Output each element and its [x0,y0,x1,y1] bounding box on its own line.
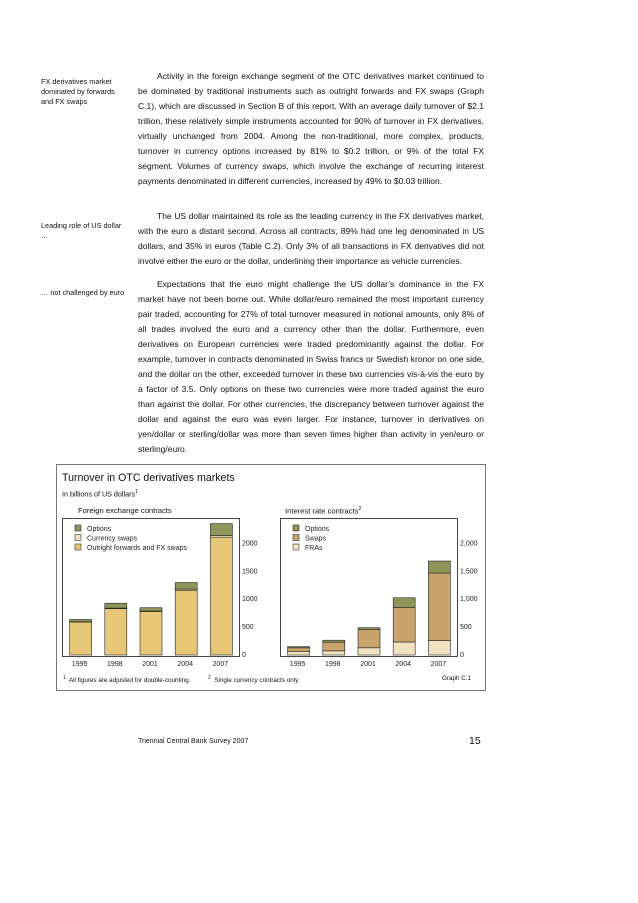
y-tick-1-4: 2,000 [460,540,478,548]
fx-contracts-chart [63,519,239,656]
page-number: 15 [469,735,481,747]
bar-1-2007-2 [428,561,450,573]
margin-note-us-dollar: Leading role of US dollar … [41,221,122,241]
x-tick-0-1995: 1995 [71,661,88,668]
footer-title: Triennial Central Bank Survey 2007 [138,738,249,745]
legend-label-1-0: Options [305,526,330,533]
x-tick-1-2007: 2007 [430,661,447,668]
graph-subtitle: In billions of US dollars$^1$ [62,489,138,499]
y-tick-0-3: 1500 [242,568,258,576]
y-tick-0-1: 500 [242,624,254,632]
legend-label-1-2: FRAs [305,545,323,552]
graph-title: Turnover in OTC derivatives markets [62,472,235,484]
fx-panel-title: Foreign exchange contracts [78,506,172,515]
paragraph-fx-activity: Activity in the foreign exchange segment of the OTC derivatives market continued to be dominated by traditional instruments such as outright forwards and FX swaps (Graph C.1), which are discussed in Section B of this report. With an average daily turnover of $2.1 trillion, these relatively simple instruments accounted for 90% of turnover in FX derivatives, virtually unchanged from 2004. Among the non-traditional, more complex, products, turnover in currency options increased by 81% to $0.2 trillion, or 9% of the total FX segment. Volumes of currency swaps, which involve the exchange of recurring interest payments denominated in different currencies, increased by 49% to $0.03 trillion. [138,71,484,186]
bar-1-2001-2 [358,628,380,630]
legend-swatch-0-1 [75,535,81,541]
y-tick-1-3: 1,500 [460,568,478,576]
legend-label-0-2: Outright forwards and FX swaps [87,545,187,552]
bar-0-2004-0 [175,590,197,655]
x-tick-1-2001: 2001 [360,661,376,668]
ir-panel-title: Interest rate contracts$^2$ [285,506,362,516]
legend-label-0-1: Currency swaps [87,535,138,543]
bar-0-2001-2 [140,608,162,611]
interest-rate-contracts-chart [281,519,457,656]
legend-swatch-1-2 [293,544,299,550]
ir-x-axis [280,656,456,670]
x-tick-1-1995: 1995 [289,661,306,668]
ir-y-axis [456,518,496,663]
y-tick-0-0: 0 [242,652,246,659]
graph-footnote-1: $^1$ All figures are adjusted for double-counting. [63,675,191,685]
y-tick-0-4: 2000 [242,540,258,548]
legend-label-1-1: Swaps [305,535,327,543]
legend-label-0-0: Options [87,526,112,533]
paragraph-euro-expectations: Expectations that the euro might challenge the US dollar’s dominance in the FX market have not been borne out. While dollar/euro remained the most important currency pair traded, accounting for 27% of total turnover measured in notional amounts, only 8% of all trades involved the euro and a currency other than the dollar. Furthermore, even derivatives on European currencies were traded predominantly against the dollar. For example, turnover in contracts denominated in Swiss francs or Swedish kronor on one side, and the dollar on the other, exceeded turnover in these two currencies vis-à-vis the euro by a factor of 3.5. Only options on these two currencies were more traded against the euro than against the dollar. For other currencies, the discrepancy between turnover against the dollar and against the euro was even larger. For instance, turnover in derivatives on yen/dollar or sterling/dollar was more than seven times higher than activity in yen/euro or sterling/euro. [138,279,484,454]
bar-0-2004-2 [175,583,197,590]
x-tick-0-2007: 2007 [212,661,229,668]
legend-swatch-1-1 [293,535,299,541]
x-tick-0-1998: 1998 [107,661,123,668]
x-tick-0-2001: 2001 [142,661,158,668]
bar-0-1995-2 [70,619,92,621]
ir-chart-frame [280,518,458,657]
y-tick-1-0: 0 [460,652,464,659]
bar-1-2001-0 [358,648,380,655]
bar-0-2007-2 [210,524,232,536]
legend-swatch-1-0 [293,525,299,531]
graph-label: Graph C.1 [442,675,472,682]
margin-note-euro: … not challenged by euro [41,288,125,297]
legend-swatch-0-2 [75,544,81,550]
bar-1-2007-0 [428,641,450,655]
fx-y-axis [238,518,278,663]
bar-1-1995-0 [288,651,310,655]
y-tick-1-1: 500 [460,624,472,632]
bar-1-1998-2 [323,640,345,642]
y-tick-0-2: 1000 [242,596,258,604]
bar-1-1998-0 [323,651,345,655]
fx-chart-frame [62,518,240,657]
x-tick-1-1998: 1998 [325,661,341,668]
legend-swatch-0-0 [75,525,81,531]
bar-1-2004-0 [393,642,415,655]
graph-footnote-2: $^2$ Single currency contracts only. [208,675,300,685]
bar-1-2004-1 [393,607,415,642]
bar-1-2001-1 [358,629,380,647]
x-tick-1-2004: 2004 [395,661,411,668]
paragraph-us-dollar-role: The US dollar maintained its role as the leading currency in the FX derivatives market, with the euro a distant second. Across all contracts, 89% had one leg denominated in US dollars, and 35% in euros (Table C.2). Only 3% of all transactions in FX derivatives did not involve either the euro or the dollar, underlining their importance as vehicle currencies. [138,211,484,266]
bar-1-1995-2 [288,647,310,648]
bar-0-1995-0 [70,622,92,655]
x-tick-0-2004: 2004 [177,661,193,668]
bar-0-2007-0 [210,537,232,655]
bar-0-2001-0 [140,611,162,655]
bar-1-1995-1 [288,648,310,652]
bar-1-2007-1 [428,573,450,641]
bar-0-1998-0 [105,609,127,655]
bar-0-1998-2 [105,603,127,608]
margin-note-fx-derivatives: FX derivatives market dominated by forwards and FX swaps [41,77,115,107]
y-tick-1-2: 1,000 [460,596,478,604]
bar-1-2004-2 [393,598,415,608]
fx-x-axis [62,656,238,670]
bar-1-1998-1 [323,642,345,651]
